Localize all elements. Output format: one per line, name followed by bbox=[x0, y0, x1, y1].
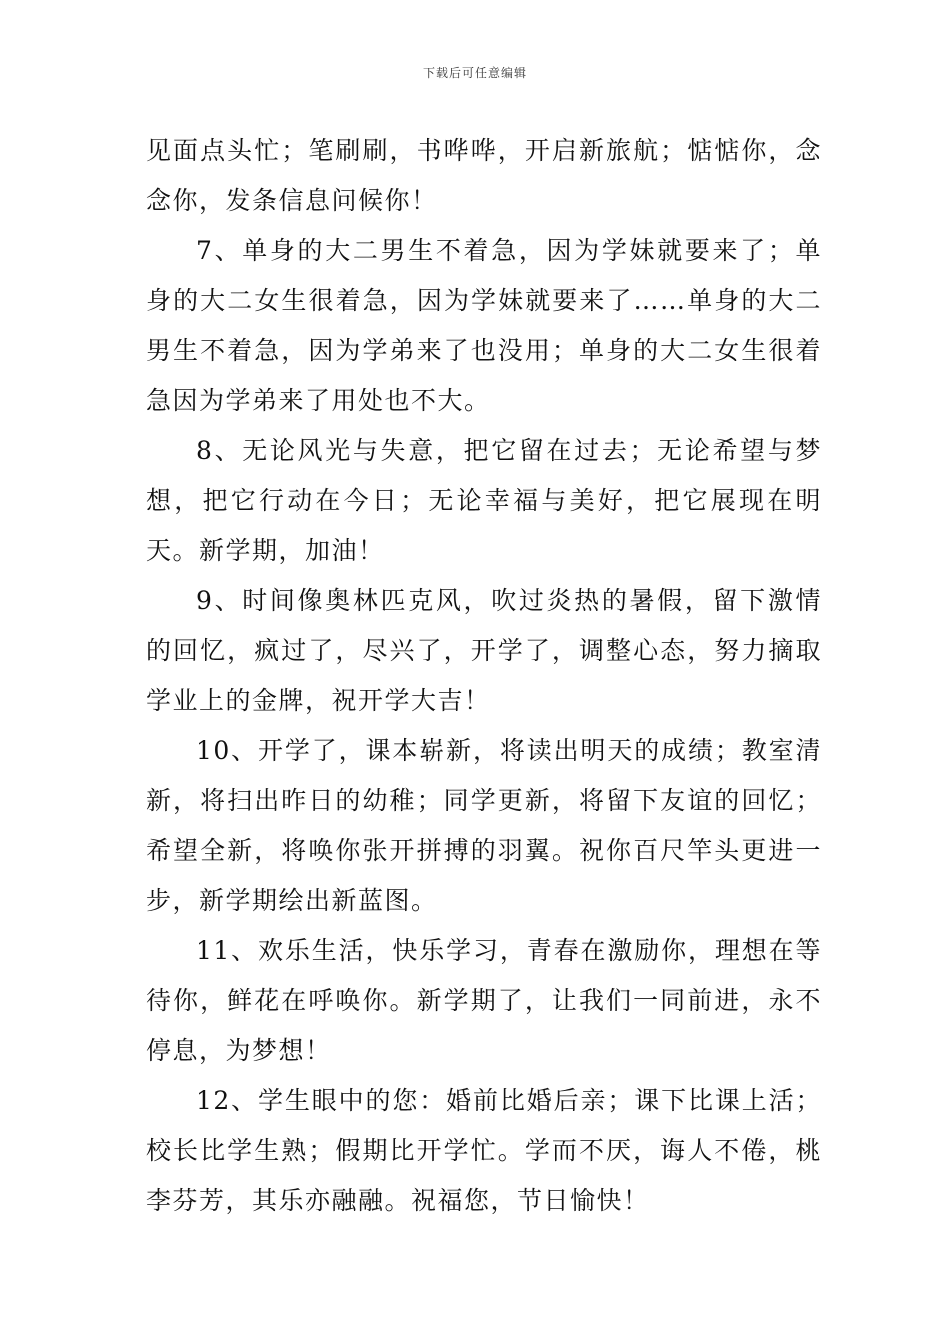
paragraph-continuation: 见面点头忙；笔刷刷，书哗哗，开启新旅航；惦惦你，念念你，发条信息问候你！ bbox=[146, 136, 822, 215]
paragraph-item-10: 10、开学了，课本崭新，将读出明天的成绩；教室清新，将扫出昨日的幼稚；同学更新，将留下友谊的回忆；希望全新，将唤你张开拼搏的羽翼。祝你百尺竿头更进一步，新学期绘出新蓝图。 bbox=[146, 736, 822, 915]
paragraph-item-11: 11、欢乐生活，快乐学习，青春在激励你，理想在等待你，鲜花在呼唤你。新学期了，让我们一同前进，永不停息，为梦想！ bbox=[146, 936, 822, 1065]
paragraph-item-7: 7、单身的大二男生不着急，因为学妹就要来了；单身的大二女生很着急，因为学妹就要来了……单身的大二男生不着急，因为学弟来了也没用；单身的大二女生很着急因为学弟来了用处也不大。 bbox=[146, 236, 822, 415]
paragraph-item-9: 9、时间像奥林匹克风，吹过炎热的暑假，留下激情的回忆，疯过了，尽兴了，开学了，调整心态，努力摘取学业上的金牌，祝开学大吉！ bbox=[146, 586, 822, 715]
document-body bbox=[146, 126, 822, 1226]
paragraph-item-8: 8、无论风光与失意，把它留在过去；无论希望与梦想，把它行动在今日；无论幸福与美好，把它展现在明天。新学期，加油！ bbox=[146, 436, 822, 565]
paragraph-item-12: 12、学生眼中的您：婚前比婚后亲；课下比课上活；校长比学生熟；假期比开学忙。学而不厌，诲人不倦，桃李芬芳，其乐亦融融。祝福您，节日愉快！ bbox=[146, 1086, 822, 1215]
header-note: 下载后可任意编辑 bbox=[422, 66, 527, 80]
